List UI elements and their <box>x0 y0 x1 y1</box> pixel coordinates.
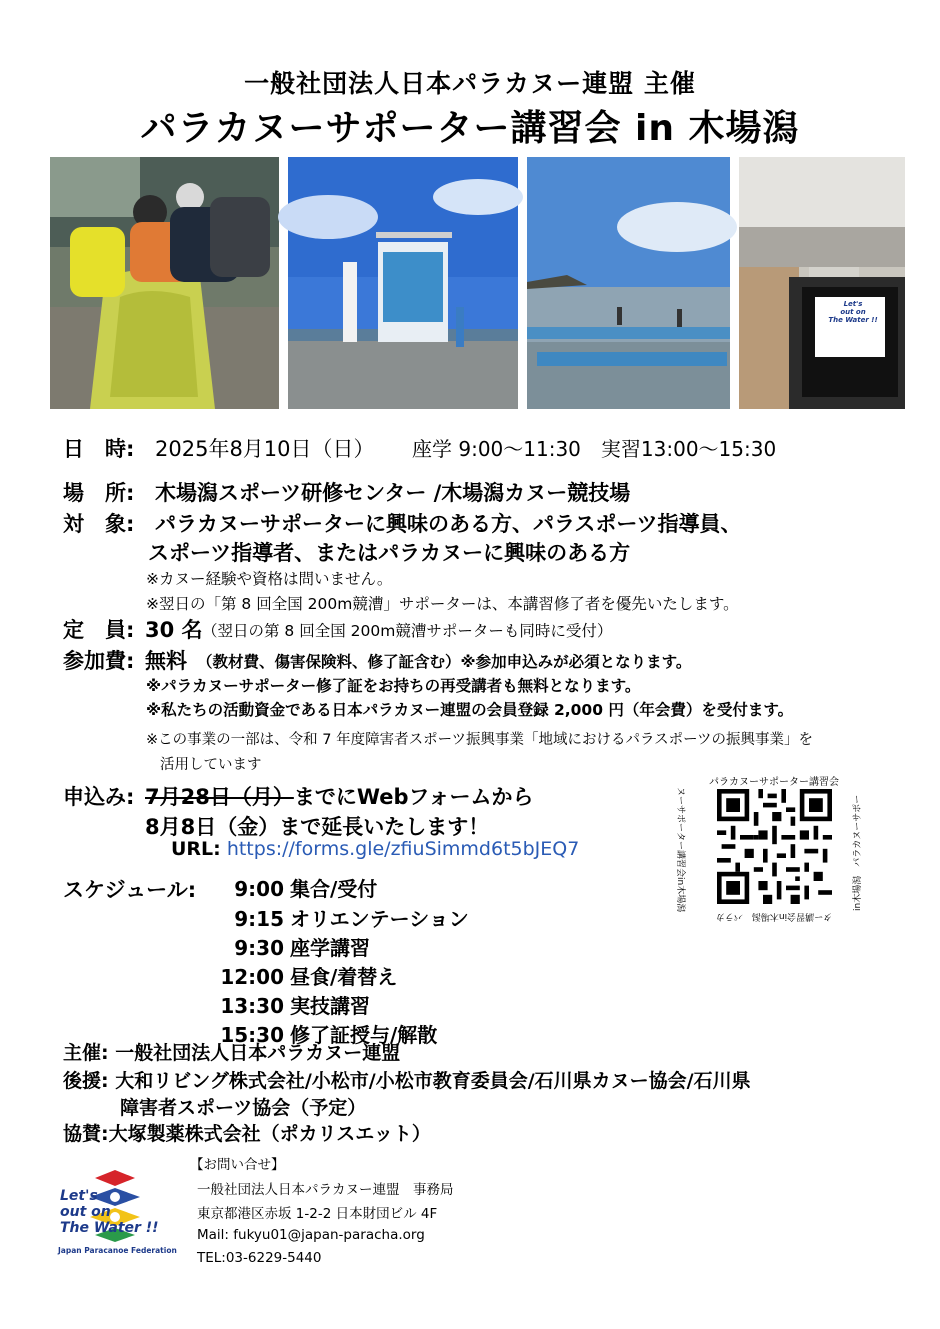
contact-heading: 【お問い合せ】 <box>190 1157 285 1173</box>
target-note-1: ※カヌー経験や資格は問いません。 <box>146 570 393 588</box>
fee-note: （教材費、傷害保険料、修了証含む）※参加申込みが必須となります。 <box>197 653 692 671</box>
apply-url-link[interactable]: https://forms.gle/zfiuSimmd6t5bJEQ7 <box>226 838 580 860</box>
logo-text: Let's out on The Water !! <box>60 1188 159 1236</box>
fee-label: 参加費: <box>63 649 135 673</box>
schedule-item: 9:00 集合/受付 <box>234 877 378 901</box>
kayak-training-photo <box>50 157 279 409</box>
qr-caption-left-wrap <box>677 773 689 925</box>
seminar-room-photo <box>739 157 905 409</box>
qr-caption-right-wrap <box>849 773 861 925</box>
fee-value: 無料 <box>145 649 187 673</box>
organizer-line: 一般社団法人日本パラカヌー連盟 主催 <box>244 69 696 98</box>
qr-code-image <box>717 789 832 904</box>
apply-label: 申込み: <box>63 785 135 809</box>
support-line-2: 障害者スポーツ協会（予定） <box>120 1097 367 1119</box>
cosponsor-line: 協賛:大塚製薬株式会社（ポカリスエット） <box>63 1123 431 1145</box>
apply-url-label: URL: <box>171 838 221 860</box>
schedule-item: 12:00 昼食/着替え <box>220 965 398 989</box>
date-times: 座学 9:00～11:30 実習13:00～15:30 <box>412 437 777 461</box>
page-title: パラカヌーサポーター講習会 in 木場潟 <box>140 108 800 149</box>
schedule-item: 13:30 実技講習 <box>220 994 370 1018</box>
apply-line-1 <box>145 781 533 811</box>
date-label: 日 時: <box>63 437 135 461</box>
contact-mail[interactable]: Mail: fukyu01@japan-paracha.org <box>197 1227 425 1243</box>
race-tower-photo <box>288 157 518 409</box>
apply-url-line <box>171 838 579 860</box>
place-label: 場 所: <box>63 481 135 505</box>
fee-note-5: 活用しています <box>160 757 262 773</box>
support-line-1: 後援: 大和リビング株式会社/小松市/小松市教育委員会/石川県カヌー協会/石川県 <box>63 1070 751 1092</box>
schedule-list <box>217 873 469 1048</box>
federation-logo <box>60 1168 175 1256</box>
qr-caption-bottom: ター講習会in木場潟 パラカ <box>715 911 833 921</box>
capacity-note: （翌日の第 8 回全国 200m競漕サポーターも同時に受付） <box>202 622 613 640</box>
qr-caption-top: パラカヌーサポーター講習会 <box>709 777 839 788</box>
capacity-label: 定 員: <box>63 618 135 642</box>
logo-caption: Japan Paracanoe Federation <box>58 1246 177 1255</box>
target-note-2: ※翌日の「第 8 回全国 200m競漕」サポーターは、本講習修了者を優先いたします。 <box>146 595 739 613</box>
fee-note-4: ※この事業の一部は、令和 7 年度障害者スポーツ振興事業「地域におけるパラスポーツの振興事業」を <box>146 732 813 748</box>
target-line-1: パラカヌーサポーターに興味のある方、パラスポーツ指導員、 <box>155 512 742 536</box>
apply-old-date: 7月28日（月） <box>145 785 294 809</box>
fee-note-3: ※私たちの活動資金である日本パラカヌー連盟の会員登録 2,000 円（年会費）を受付ます。 <box>146 701 794 719</box>
target-label: 対 象: <box>63 512 135 536</box>
capacity-value: 30 名 <box>145 618 203 642</box>
target-line-2: スポーツ指導者、またはパラカヌーに興味のある方 <box>148 541 631 565</box>
schedule-item: 15:30 修了証授与/解散 <box>220 1023 438 1047</box>
contact-org: 一般社団法人日本パラカヌー連盟 事務局 <box>197 1182 454 1198</box>
schedule-item: 9:15 オリエンテーション <box>234 907 469 931</box>
laptop-screen-logo: Let's out on The Water !! <box>828 300 878 324</box>
schedule-label: スケジュール: <box>63 878 197 902</box>
schedule-item: 9:30 座学講習 <box>234 936 370 960</box>
qr-code-block[interactable] <box>675 773 863 925</box>
date-value: 2025年8月10日（日） <box>155 437 375 461</box>
place-value: 木場潟スポーツ研修センター /木場潟カヌー競技場 <box>155 481 631 505</box>
lake-pier-photo <box>527 157 730 409</box>
apply-line-2: 8月8日（金）まで延長いたします！ <box>145 815 490 839</box>
apply-text-1: までにWebフォームから <box>293 785 534 809</box>
contact-tel[interactable]: TEL:03-6229-5440 <box>197 1250 322 1266</box>
qr-caption-left: ヌーサポーター講習会in木場潟 <box>675 787 685 913</box>
fee-note-2: ※パラカヌーサポーター修了証をお持ちの再受講者も無料となります。 <box>146 677 641 695</box>
host-line: 主催: 一般社団法人日本パラカヌー連盟 <box>63 1042 401 1064</box>
qr-caption-right: in木場潟 パラカヌーサポー <box>853 794 863 911</box>
contact-address: 東京都港区赤坂 1-2-2 日本財団ビル 4F <box>197 1206 438 1222</box>
